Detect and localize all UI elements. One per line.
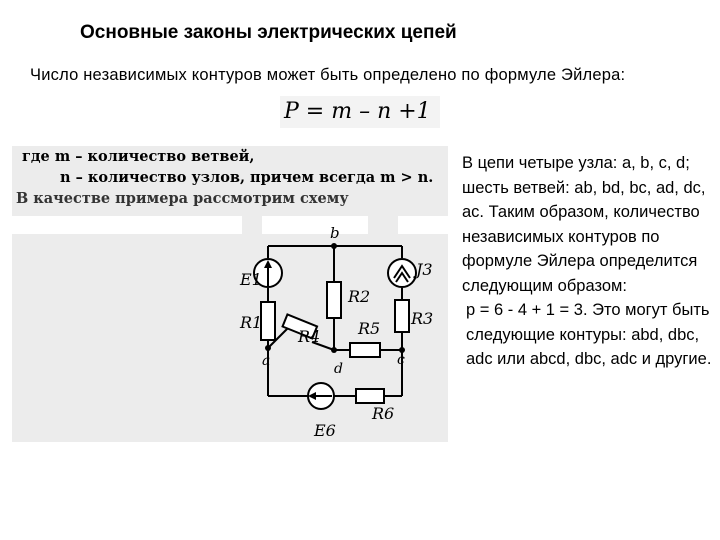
- label-r2: R2: [348, 287, 371, 306]
- label-r5: R5: [358, 319, 381, 338]
- description-calculation: p = 6 - 4 + 1 = 3. Это могут быть следующие контуры: abd, dbc, adc или abcd, dbc, adc и другие.: [466, 301, 712, 368]
- euler-formula: P = m – n +1: [280, 96, 440, 128]
- node-b: [331, 243, 337, 249]
- resistor-r5: [350, 343, 380, 357]
- circuit-diagram: [12, 216, 448, 442]
- description-paragraph: В цепи четыре узла: a, b, c, d; шесть ветвей: ab, bd, bc, ad, dc, ac. Таким образом, количество независимых контуров по формуле Эйлера определится следующим образом:: [462, 154, 706, 295]
- scanned-text-block: [12, 146, 448, 216]
- j3-current-source-icon: [388, 259, 416, 287]
- node-a: [265, 345, 271, 351]
- resistor-r1: [261, 302, 275, 340]
- intro-text: Число независимых контуров может быть определено по формуле Эйлера:: [30, 66, 626, 84]
- page-title: Основные законы электрических цепей: [80, 22, 457, 43]
- resistor-r3: [395, 300, 409, 332]
- definition-n: n – количество узлов, причем всегда m > n.: [60, 169, 434, 186]
- label-j3: J3: [416, 260, 433, 279]
- label-e6: E6: [314, 421, 336, 440]
- circuit-description: [462, 151, 712, 372]
- resistor-r2: [327, 282, 341, 318]
- label-node-b: b: [330, 224, 340, 242]
- definition-m: где m – количество ветвей,: [22, 148, 255, 165]
- example-intro: В качестве примера рассмотрим схему: [16, 190, 349, 207]
- label-r3: R3: [411, 309, 434, 328]
- label-node-a: a: [262, 353, 271, 369]
- resistor-r6: [356, 389, 384, 403]
- label-r6: R6: [372, 404, 395, 423]
- e6-source-icon: [308, 383, 334, 409]
- node-d: [331, 347, 337, 353]
- label-node-d: d: [334, 361, 343, 377]
- label-r4: R4: [298, 327, 321, 346]
- label-r1: R1: [240, 313, 263, 332]
- label-e1: E1: [240, 270, 262, 289]
- label-node-c: c: [397, 352, 405, 368]
